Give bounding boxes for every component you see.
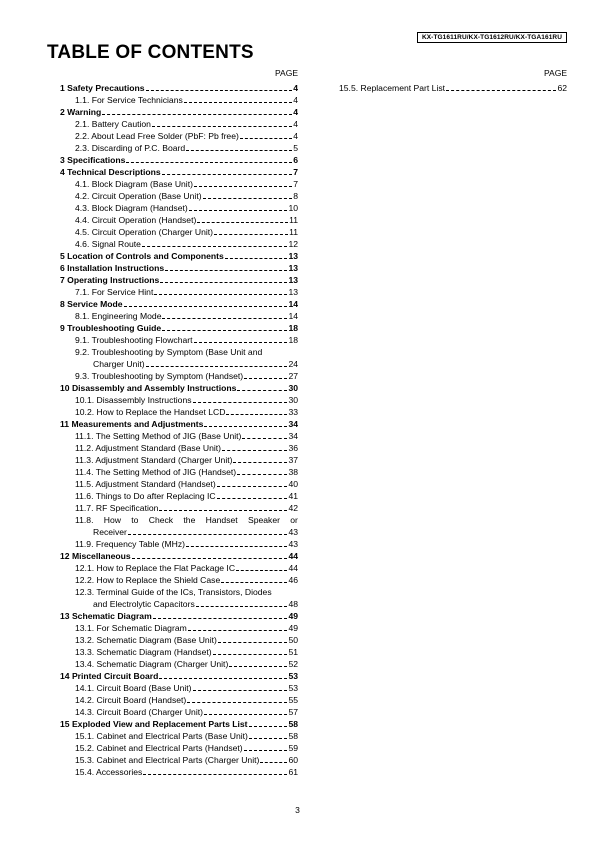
toc-entry-page: 14 bbox=[288, 311, 298, 321]
leader-dots bbox=[186, 546, 287, 547]
toc-subsection[interactable] bbox=[60, 370, 298, 382]
toc-subsection[interactable] bbox=[60, 682, 298, 694]
toc-entry-label: 13.4. Schematic Diagram (Charger Unit) bbox=[75, 659, 229, 669]
toc-entry-page: 30 bbox=[288, 383, 298, 393]
toc-entry-label: 4.3. Block Diagram (Handset) bbox=[75, 203, 188, 213]
leader-dots bbox=[446, 90, 556, 91]
toc-subsection[interactable] bbox=[60, 706, 298, 718]
toc-entry-word: to bbox=[131, 515, 139, 525]
toc-entry-label: 4.4. Circuit Operation (Handset) bbox=[75, 215, 197, 225]
toc-subsection[interactable] bbox=[60, 118, 298, 130]
toc-subsection[interactable] bbox=[60, 358, 298, 370]
toc-entry-text bbox=[60, 514, 298, 526]
toc-section[interactable] bbox=[60, 418, 298, 430]
leader-dots bbox=[128, 534, 288, 535]
leader-dots bbox=[249, 738, 288, 739]
toc-entry-label: 4.6. Signal Route bbox=[75, 239, 141, 249]
toc-entry-label: 15.3. Cabinet and Electrical Parts (Charger Unit) bbox=[75, 755, 260, 765]
toc-entry-label: 14.1. Circuit Board (Base Unit) bbox=[75, 683, 192, 693]
toc-entry-page: 50 bbox=[288, 635, 298, 645]
toc-entry-page: 27 bbox=[288, 371, 298, 381]
toc-entry-label: 1.1. For Service Technicians bbox=[75, 95, 183, 105]
leader-dots bbox=[222, 450, 287, 451]
leader-dots bbox=[162, 330, 287, 331]
model-number-box: KX-TG1611RU/KX-TG1612RU/KX-TGA161RU bbox=[417, 32, 567, 43]
leader-dots bbox=[124, 306, 288, 307]
toc-entry-page: 49 bbox=[288, 611, 298, 621]
leader-dots bbox=[233, 462, 287, 463]
toc-entry-page: 7 bbox=[293, 179, 298, 189]
leader-dots bbox=[154, 294, 287, 295]
toc-entry-label: 5 Location of Controls and Components bbox=[60, 251, 224, 261]
toc-entry-page: 4 bbox=[293, 131, 298, 141]
leader-dots bbox=[204, 714, 287, 715]
toc-entry-label: 3 Specifications bbox=[60, 155, 126, 165]
leader-dots bbox=[237, 390, 287, 391]
leader-dots bbox=[194, 342, 288, 343]
toc-entry-label: 10.2. How to Replace the Handset LCD bbox=[75, 407, 226, 417]
toc-subsection[interactable] bbox=[60, 730, 298, 742]
toc-entry-label: 6 Installation Instructions bbox=[60, 263, 165, 273]
toc-entry-label: 10 Disassembly and Assembly Instructions bbox=[60, 383, 237, 393]
toc-entry-page: 46 bbox=[288, 575, 298, 585]
toc-entry-page: 4 bbox=[293, 83, 298, 93]
toc-subsection[interactable] bbox=[60, 238, 298, 250]
toc-entry-label: 2.2. About Lead Free Solder (PbF: Pb free) bbox=[75, 131, 239, 141]
toc-entry-page: 6 bbox=[293, 155, 298, 165]
toc-subsection[interactable] bbox=[60, 310, 298, 322]
toc-entry-label: 11.1. The Setting Method of JIG (Base Unit) bbox=[75, 431, 242, 441]
toc-entry-word: the bbox=[183, 515, 196, 525]
toc-entry-label: 10.1. Disassembly Instructions bbox=[75, 395, 192, 405]
leader-dots bbox=[188, 630, 288, 631]
toc-entry-label: 15.1. Cabinet and Electrical Parts (Base Unit) bbox=[75, 731, 248, 741]
leader-dots bbox=[229, 666, 287, 667]
leader-dots bbox=[184, 102, 292, 103]
toc-subsection[interactable] bbox=[60, 334, 298, 346]
leader-dots bbox=[153, 618, 288, 619]
toc-entry-label: 11.9. Frequency Table (MHz) bbox=[75, 539, 186, 549]
toc-section[interactable] bbox=[60, 718, 298, 730]
toc-subsection[interactable] bbox=[60, 622, 298, 634]
toc-entry-page: 40 bbox=[288, 479, 298, 489]
leader-dots bbox=[165, 270, 287, 271]
leader-dots bbox=[226, 414, 287, 415]
toc-subsection[interactable] bbox=[60, 286, 298, 298]
toc-section[interactable] bbox=[60, 274, 298, 286]
toc-entry-label: 4.2. Circuit Operation (Base Unit) bbox=[75, 191, 202, 201]
toc-entry-page: 12 bbox=[288, 239, 298, 249]
toc-entry-text: 12.3. Terminal Guide of the ICs, Transistors, Diodes bbox=[75, 587, 272, 597]
toc-entry-label: 11.4. The Setting Method of JIG (Handset) bbox=[75, 467, 237, 477]
toc-entry-page: 58 bbox=[288, 731, 298, 741]
toc-entry-label: 12.1. How to Replace the Flat Package IC bbox=[75, 563, 236, 573]
toc-entry-page: 11 bbox=[289, 227, 298, 237]
toc-entry-page: 18 bbox=[288, 335, 298, 345]
toc-entry-label: 15.5. Replacement Part List bbox=[339, 83, 446, 93]
leader-dots bbox=[193, 690, 288, 691]
toc-entry-label: 13.1. For Schematic Diagram bbox=[75, 623, 187, 633]
toc-section[interactable] bbox=[60, 322, 298, 334]
toc-entry-page: 4 bbox=[293, 95, 298, 105]
toc-entry-label: 8 Service Mode bbox=[60, 299, 123, 309]
leader-dots bbox=[102, 114, 292, 115]
toc-subsection[interactable] bbox=[60, 430, 298, 442]
toc-entry-page: 10 bbox=[288, 203, 298, 213]
toc-subsection[interactable] bbox=[60, 658, 298, 670]
leader-dots bbox=[249, 726, 288, 727]
toc-entry-page: 13 bbox=[288, 263, 298, 273]
leader-dots bbox=[193, 402, 288, 403]
leader-dots bbox=[132, 558, 288, 559]
toc-entry-page: 37 bbox=[288, 455, 298, 465]
toc-subsection[interactable] bbox=[60, 130, 298, 142]
toc-subsection[interactable] bbox=[60, 178, 298, 190]
leader-dots bbox=[197, 222, 288, 223]
toc-entry-page: 30 bbox=[288, 395, 298, 405]
toc-entry-label: 4.1. Block Diagram (Base Unit) bbox=[75, 179, 193, 189]
toc-entry-page: 34 bbox=[288, 431, 298, 441]
toc-section[interactable] bbox=[60, 154, 298, 166]
toc-entry-page: 51 bbox=[288, 647, 298, 657]
toc-entry-label: 7 Operating Instructions bbox=[60, 275, 160, 285]
toc-entry-page: 60 bbox=[288, 755, 298, 765]
toc-entry-page: 8 bbox=[293, 191, 298, 201]
toc-entry-page: 4 bbox=[293, 107, 298, 117]
toc-entry-page: 62 bbox=[557, 83, 567, 93]
toc-entry-page: 18 bbox=[288, 323, 298, 333]
leader-dots bbox=[196, 606, 288, 607]
leader-dots bbox=[159, 510, 287, 511]
leader-dots bbox=[217, 486, 288, 487]
toc-subsection[interactable] bbox=[339, 82, 567, 94]
toc-entry-label: 4.5. Circuit Operation (Charger Unit) bbox=[75, 227, 214, 237]
toc-section[interactable] bbox=[60, 610, 298, 622]
leader-dots bbox=[187, 702, 287, 703]
toc-section[interactable] bbox=[60, 670, 298, 682]
toc-entry-label: 14 Printed Circuit Board bbox=[60, 671, 159, 681]
toc-subsection[interactable] bbox=[60, 502, 298, 514]
leader-dots bbox=[203, 198, 293, 199]
leader-dots bbox=[242, 438, 287, 439]
toc-section[interactable] bbox=[60, 298, 298, 310]
toc-subsection[interactable] bbox=[60, 142, 298, 154]
leader-dots bbox=[204, 426, 287, 427]
toc-subsection[interactable] bbox=[60, 538, 298, 550]
toc-entry-label: 9 Troubleshooting Guide bbox=[60, 323, 162, 333]
toc-entry-page: 49 bbox=[288, 623, 298, 633]
toc-entry-page: 43 bbox=[288, 527, 298, 537]
toc-entry-label: 13 Schematic Diagram bbox=[60, 611, 152, 621]
leader-dots bbox=[225, 258, 288, 259]
toc-subsection[interactable] bbox=[60, 214, 298, 226]
toc-entry-label: 12.2. How to Replace the Shield Case bbox=[75, 575, 221, 585]
toc-entry-page: 57 bbox=[288, 707, 298, 717]
toc-subsection[interactable] bbox=[60, 394, 298, 406]
toc-entry-page: 55 bbox=[288, 695, 298, 705]
toc-subsection[interactable] bbox=[60, 694, 298, 706]
leader-dots bbox=[237, 474, 287, 475]
leader-dots bbox=[221, 582, 287, 583]
toc-entry-page: 38 bbox=[288, 467, 298, 477]
toc-entry-page: 14 bbox=[288, 299, 298, 309]
leader-dots bbox=[189, 210, 288, 211]
leader-dots bbox=[152, 126, 292, 127]
toc-entry-page: 53 bbox=[288, 683, 298, 693]
toc-subsection[interactable] bbox=[60, 478, 298, 490]
toc-entry-label: 11.2. Adjustment Standard (Base Unit) bbox=[75, 443, 222, 453]
leader-dots bbox=[240, 138, 292, 139]
toc-entry-label: 15.2. Cabinet and Electrical Parts (Handset) bbox=[75, 743, 243, 753]
toc-entry-word: Speaker bbox=[247, 515, 280, 525]
toc-subsection[interactable] bbox=[60, 226, 298, 238]
page-title: TABLE OF CONTENTS bbox=[47, 42, 254, 63]
toc-entry-page: 33 bbox=[288, 407, 298, 417]
toc-entry-page: 53 bbox=[288, 671, 298, 681]
toc-subsection[interactable] bbox=[60, 766, 298, 778]
toc-entry-label: 15 Exploded View and Replacement Parts List bbox=[60, 719, 248, 729]
toc-section[interactable] bbox=[60, 166, 298, 178]
toc-entry-label: Receiver bbox=[93, 527, 127, 537]
toc-entry-page: 44 bbox=[288, 563, 298, 573]
page-column-header: PAGE bbox=[275, 68, 298, 78]
leader-dots bbox=[146, 366, 288, 367]
leader-dots bbox=[236, 570, 287, 571]
toc-entry-label: 9.1. Troubleshooting Flowchart bbox=[75, 335, 193, 345]
toc-entry-label: 2.3. Discarding of P.C. Board bbox=[75, 143, 186, 153]
toc-entry-word: How bbox=[103, 515, 121, 525]
toc-entry-label: 2.1. Battery Caution bbox=[75, 119, 151, 129]
toc-subsection[interactable] bbox=[60, 742, 298, 754]
leader-dots bbox=[142, 246, 288, 247]
leader-dots bbox=[159, 678, 287, 679]
toc-subsection[interactable] bbox=[60, 598, 298, 610]
toc-subsection[interactable] bbox=[60, 562, 298, 574]
toc-entry-label: Charger Unit) bbox=[93, 359, 145, 369]
toc-entry-label: 11.3. Adjustment Standard (Charger Unit) bbox=[75, 455, 233, 465]
toc-entry-page: 52 bbox=[288, 659, 298, 669]
toc-section[interactable] bbox=[60, 550, 298, 562]
toc-subsection[interactable] bbox=[60, 646, 298, 658]
toc-entry-label: 11.6. Things to Do after Replacing IC bbox=[75, 491, 216, 501]
toc-entry-page: 43 bbox=[288, 539, 298, 549]
leader-dots bbox=[213, 654, 288, 655]
toc-subsection[interactable] bbox=[60, 454, 298, 466]
leader-dots bbox=[146, 90, 293, 91]
leader-dots bbox=[260, 762, 287, 763]
toc-entry-label: 4 Technical Descriptions bbox=[60, 167, 161, 177]
toc-entry-label: 7.1. For Service Hint bbox=[75, 287, 154, 297]
toc-subsection[interactable] bbox=[60, 634, 298, 646]
toc-entry-word: or bbox=[290, 515, 298, 525]
toc-subsection[interactable] bbox=[60, 466, 298, 478]
toc-subsection[interactable] bbox=[60, 202, 298, 214]
toc-list bbox=[60, 82, 298, 778]
toc-entry-label: 13.3. Schematic Diagram (Handset) bbox=[75, 647, 212, 657]
leader-dots bbox=[244, 378, 287, 379]
toc-entry-word: Handset bbox=[205, 515, 238, 525]
leader-dots bbox=[143, 774, 287, 775]
toc-entry-label: and Electrolytic Capacitors bbox=[93, 599, 195, 609]
toc-subsection[interactable] bbox=[60, 442, 298, 454]
leader-dots bbox=[244, 750, 288, 751]
toc-entry-page: 13 bbox=[288, 287, 298, 297]
leader-dots bbox=[162, 318, 287, 319]
toc-entry-word: Check bbox=[148, 515, 174, 525]
leader-dots bbox=[214, 234, 288, 235]
toc-entry-label: 1 Safety Precautions bbox=[60, 83, 145, 93]
toc-subsection[interactable] bbox=[60, 754, 298, 766]
toc-entry-page: 48 bbox=[288, 599, 298, 609]
toc-entry-page: 41 bbox=[288, 491, 298, 501]
toc-entry-label: 11 Measurements and Adjustments bbox=[60, 419, 204, 429]
toc-subsection[interactable] bbox=[60, 490, 298, 502]
toc-entry-page: 13 bbox=[288, 275, 298, 285]
toc-entry-label: 8.1. Engineering Mode bbox=[75, 311, 162, 321]
toc-entry-label: 14.3. Circuit Board (Charger Unit) bbox=[75, 707, 203, 717]
leader-dots bbox=[217, 498, 288, 499]
leader-dots bbox=[186, 150, 292, 151]
page-number: 3 bbox=[295, 805, 300, 815]
toc-entry-page: 13 bbox=[288, 251, 298, 261]
toc-section[interactable] bbox=[60, 250, 298, 262]
toc-section[interactable] bbox=[60, 106, 298, 118]
toc-subsection[interactable] bbox=[60, 406, 298, 418]
toc-entry-page: 58 bbox=[288, 719, 298, 729]
toc-right-column bbox=[339, 68, 567, 94]
toc-subsection[interactable] bbox=[60, 526, 298, 538]
toc-entry-word: 11.8. bbox=[75, 515, 94, 525]
toc-entry-label: 12 Miscellaneous bbox=[60, 551, 131, 561]
toc-section[interactable] bbox=[60, 262, 298, 274]
page-column-header: PAGE bbox=[544, 68, 567, 78]
leader-dots bbox=[194, 186, 292, 187]
toc-entry-page: 11 bbox=[289, 215, 298, 225]
toc-entry-label: 9.3. Troubleshooting by Symptom (Handset) bbox=[75, 371, 244, 381]
toc-entry-label: 13.2. Schematic Diagram (Base Unit) bbox=[75, 635, 217, 645]
toc-left-column bbox=[60, 68, 298, 778]
toc-entry-page: 5 bbox=[293, 143, 298, 153]
toc-entry-text: 9.2. Troubleshooting by Symptom (Base Unit and bbox=[75, 347, 263, 357]
toc-entry-page: 59 bbox=[288, 743, 298, 753]
toc-subsection[interactable] bbox=[60, 190, 298, 202]
toc-list bbox=[339, 82, 567, 94]
toc-entry-label: 14.2. Circuit Board (Handset) bbox=[75, 695, 187, 705]
toc-entry-page: 42 bbox=[288, 503, 298, 513]
leader-dots bbox=[162, 174, 293, 175]
toc-section[interactable] bbox=[60, 82, 298, 94]
toc-subsection[interactable] bbox=[60, 574, 298, 586]
toc-entry-label: 15.4. Accessories bbox=[75, 767, 143, 777]
leader-dots bbox=[218, 642, 288, 643]
leader-dots bbox=[160, 282, 287, 283]
toc-entry-page: 44 bbox=[288, 551, 298, 561]
toc-entry-page: 36 bbox=[288, 443, 298, 453]
toc-entry-page: 7 bbox=[293, 167, 298, 177]
toc-section[interactable] bbox=[60, 382, 298, 394]
leader-dots bbox=[126, 162, 292, 163]
toc-entry-label: 11.7. RF Specification bbox=[75, 503, 159, 513]
toc-entry-page: 4 bbox=[293, 119, 298, 129]
toc-subsection[interactable] bbox=[60, 94, 298, 106]
toc-entry-label: 11.5. Adjustment Standard (Handset) bbox=[75, 479, 216, 489]
toc-entry-label: 2 Warning bbox=[60, 107, 102, 117]
toc-entry-page: 61 bbox=[288, 767, 298, 777]
toc-entry-page: 24 bbox=[288, 359, 298, 369]
toc-entry-page: 34 bbox=[288, 419, 298, 429]
